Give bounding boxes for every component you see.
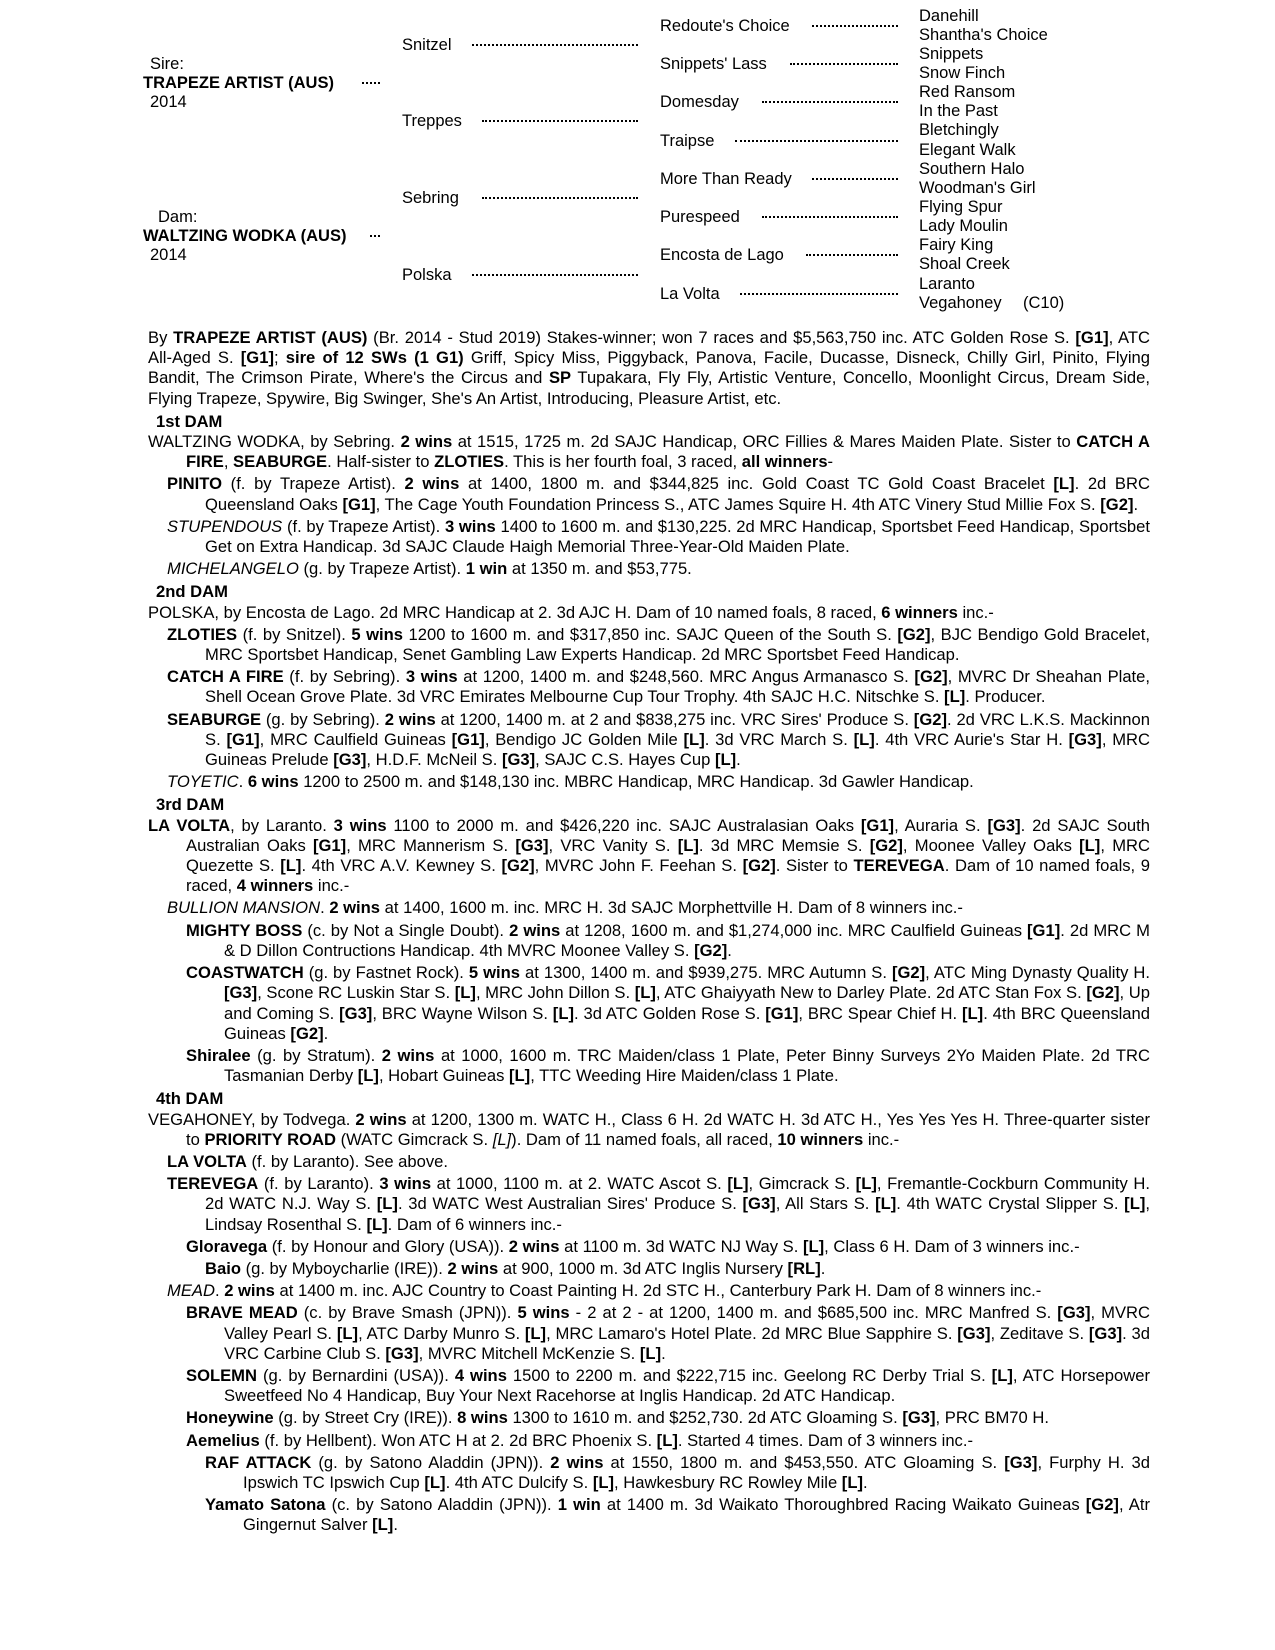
gen4-name: Danehill xyxy=(919,7,979,25)
gen4-name: Fairy King xyxy=(919,236,994,254)
produce-entry: SOLEMN (g. by Bernardini (USA)). 4 wins 1500 to 2200 m. and $222,715 inc. Geelong RC Derby Trial S. [L], ATC Horsepower Sweetfeed No 4 Handicap, Buy Your Next Racehorse at Inglis Handicap. 2d ATC Handicap. xyxy=(186,1365,1150,1406)
dam-name: WALTZING WODKA (AUS) xyxy=(143,227,347,245)
produce-entry: Honeywine (g. by Street Cry (IRE)). 8 wins 1300 to 1610 m. and $252,730. 2d ATC Gloaming S. [G3], PRC BM70 H. xyxy=(186,1408,1049,1428)
dam-paragraph: POLSKA, by Encosta de Lago. 2d MRC Handicap at 2. 3d AJC H. Dam of 10 named foals, 8 raced, 6 winners inc.- xyxy=(148,602,994,622)
produce-entry: PINITO (f. by Trapeze Artist). 2 wins at 1400, 1800 m. and $344,825 inc. Gold Coast TC Gold Coast Bracelet [L]. 2d BRC Queensland Oaks [G1], The Cage Youth Foundation Princess S., ATC James Squire H. 4th ATC Vinery Stud Millie Fox S. [G2]. xyxy=(167,474,1150,514)
produce-entry: RAF ATTACK (g. by Satono Aladdin (JPN)). 2 wins at 1550, 1800 m. and $453,550. ATC Gloaming S. [G3], Furphy H. 3d Ipswich TC Ipswich Cup [L]. 4th ATC Dulcify S. [L], Hawkesbury RC Rowley Mile [L]. xyxy=(205,1452,1150,1492)
dots xyxy=(472,272,638,276)
gen4-name: Lady Moulin xyxy=(919,217,1008,235)
dots xyxy=(812,23,898,27)
dots xyxy=(362,80,380,84)
produce-entry: MICHELANGELO (g. by Trapeze Artist). 1 win at 1350 m. and $53,775. xyxy=(167,559,692,579)
gen3-name: Redoute's Choice xyxy=(660,17,790,35)
produce-entry: CATCH A FIRE (f. by Sebring). 3 wins at 1200, 1400 m. and $248,560. MRC Angus Armanasco S. [G2], MVRC Dr Sheahan Plate, Shell Ocean Grove Plate. 3d VRC Emirates Melbourne Cup Tour Trophy. 4th SAJC H.C. Nitschke S. [L]. Producer. xyxy=(167,667,1151,707)
dots xyxy=(812,176,898,180)
sire-paragraph: By TRAPEZE ARTIST (AUS) (Br. 2014 - Stud 2019) Stakes-winner; won 7 races and $5,563,750 inc. ATC Golden Rose S. [G1], ATC All-Aged S. [G1]; sire of 12 SWs (1 G1) Griff, Spicy Miss, Piggyback, Panova, Facile, Ducasse, Disneck, Chilly Girl, Pinito, Flying Bandit, The Crimson Pirate, Where's the Circus and SP Tupakara, Fly Fly, Artistic Venture, Concello, Moonlight Circus, Dream Side, Flying Trapeze, Spywire, Big Swinger, She's An Artist, Introducing, Pleasure Artist, etc. xyxy=(148,328,1150,408)
produce-entry: MIGHTY BOSS (c. by Not a Single Doubt). 2 wins at 1208, 1600 m. and $1,274,000 inc. MRC Caulfield Guineas [G1]. 2d MRC M & D Dillon Contructions Handicap. 4th MVRC Moonee Valley S. [G2]. xyxy=(186,920,1150,960)
gen4-name: Laranto xyxy=(919,275,975,293)
gen3-name: Domesday xyxy=(660,93,739,111)
family-number: (C10) xyxy=(1023,294,1065,312)
sire-name: TRAPEZE ARTIST (AUS) xyxy=(143,74,334,92)
gen3-name: Snippets' Lass xyxy=(660,55,767,73)
produce-entry: BULLION MANSION. 2 wins at 1400, 1600 m. inc. MRC H. 3d SAJC Morphettville H. Dam of 8 winners inc.- xyxy=(167,898,963,918)
produce-entry: BRAVE MEAD (c. by Brave Smash (JPN)). 5 wins - 2 at 2 - at 1200, 1400 m. and $685,500 inc. MRC Manfred S. [G3], MVRC Valley Pearl S. [L], ATC Darby Munro S. [L], MRC Lamaro's Hotel Plate. 2d MRC Blue Sapphire S. [G3], Zeditave S. [G3]. 3d VRC Carbine Club S. [G3], MVRC Mitchell McKenzie S. [L]. xyxy=(186,1303,1150,1363)
gen2-name: Snitzel xyxy=(402,36,452,54)
produce-entry: LA VOLTA (f. by Laranto). See above. xyxy=(167,1151,448,1171)
section-heading: 4th DAM xyxy=(156,1089,224,1109)
gen4-name: In the Past xyxy=(919,102,998,120)
produce-entry: Yamato Satona (c. by Satono Aladdin (JPN)). 1 win at 1400 m. 3d Waikato Thoroughbred Racing Waikato Guineas [G2], Atr Gingernut Salver [L]. xyxy=(205,1495,1150,1535)
produce-entry: Aemelius (f. by Hellbent). Won ATC H at 2. 2d BRC Phoenix S. [L]. Started 4 times. Dam of 3 winners inc.- xyxy=(186,1430,973,1450)
gen3-name: Purespeed xyxy=(660,208,740,226)
dam-paragraph: VEGAHONEY, by Todvega. 2 wins at 1200, 1300 m. WATC H., Class 6 H. 2d WATC H. 3d ATC H., Yes Yes Yes H. Three-quarter sister to PRIORITY ROAD (WATC Gimcrack S. [L]). Dam of 11 named foals, all raced, 10 winners inc.- xyxy=(148,1109,1150,1149)
section-heading: 1st DAM xyxy=(156,411,223,431)
produce-entry: ZLOTIES (f. by Snitzel). 5 wins 1200 to 1600 m. and $317,850 inc. SAJC Queen of the South S. [G2], BJC Bendigo Gold Bracelet, MRC Sportsbet Handicap, Senet Gambling Law Experts Handicap. 2d MRC Sportsbet Feed Handicap. xyxy=(167,624,1150,665)
produce-entry: MEAD. 2 wins at 1400 m. inc. AJC Country to Coast Painting H. 2d STC H., Canterbury Park H. Dam of 8 winners inc.- xyxy=(167,1281,1042,1301)
gen4-name: Red Ransom xyxy=(919,83,1016,101)
dots xyxy=(806,252,898,256)
dots xyxy=(370,233,380,237)
gen2-name: Treppes xyxy=(402,112,462,130)
gen2-name: Polska xyxy=(402,266,452,284)
produce-entry: Baio (g. by Myboycharlie (IRE)). 2 wins at 900, 1000 m. 3d ATC Inglis Nursery [RL]. xyxy=(205,1258,826,1278)
gen3-name: More Than Ready xyxy=(660,170,792,188)
gen3-name: Traipse xyxy=(660,132,715,150)
produce-entry: STUPENDOUS (f. by Trapeze Artist). 3 wins 1400 to 1600 m. and $130,225. 2d MRC Handicap, Sportsbet Feed Handicap, Sportsbet Get on Extra Handicap. 3d SAJC Claude Haigh Memorial Three-Year-Old Maiden Plate. xyxy=(167,516,1150,557)
gen4-name: Woodman's Girl xyxy=(919,179,1036,197)
produce-entry: TEREVEGA (f. by Laranto). 3 wins at 1000, 1100 m. at 2. WATC Ascot S. [L], Gimcrack S. [L], Fremantle-Cockburn Community H. 2d WATC N.J. Way S. [L]. 3d WATC West Australian Sires' Produce S. [G3], All Stars S. [L]. 4th WATC Crystal Slipper S. [L], Lindsay Rosenthal S. [L]. Dam of 6 winners inc.- xyxy=(167,1174,1150,1234)
dots xyxy=(740,291,898,295)
gen4-name: Vegahoney xyxy=(919,294,1002,312)
pedigree-chart xyxy=(0,0,1275,330)
dam-year: 2014 xyxy=(150,246,187,264)
dots xyxy=(762,214,898,218)
dots xyxy=(482,118,638,122)
produce-entry: COASTWATCH (g. by Fastnet Rock). 5 wins at 1300, 1400 m. and $939,275. MRC Autumn S. [G2], ATC Ming Dynasty Quality H. [G3], Scone RC Luskin Star S. [L], MRC John Dillon S. [L], ATC Ghaiyyath New to Darley Plate. 2d ATC Stan Fox S. [G2], Up and Coming S. [G3], BRC Wayne Wilson S. [L]. 3d ATC Golden Rose S. [G1], BRC Spear Chief H. [L]. 4th BRC Queensland Guineas [G2]. xyxy=(186,963,1150,1043)
gen4-name: Shantha's Choice xyxy=(919,26,1048,44)
gen4-name: Elegant Walk xyxy=(919,141,1016,159)
produce-entry: Shiralee (g. by Stratum). 2 wins at 1000, 1600 m. TRC Maiden/class 1 Plate, Peter Binny Surveys 2Yo Maiden Plate. 2d TRC Tasmanian Derby [L], Hobart Guineas [L], TTC Weeding Hire Maiden/class 1 Plate. xyxy=(186,1045,1150,1086)
sire-year: 2014 xyxy=(150,93,187,111)
gen3-name: Encosta de Lago xyxy=(660,246,784,264)
dots xyxy=(790,61,898,65)
produce-entry: TOYETIC. 6 wins 1200 to 2500 m. and $148,130 inc. MBRC Handicap, MRC Handicap. 3d Gawler Handicap. xyxy=(167,772,974,792)
dots xyxy=(482,195,638,199)
gen4-name: Snippets xyxy=(919,45,984,63)
dam-paragraph: LA VOLTA, by Laranto. 3 wins 1100 to 2000 m. and $426,220 inc. SAJC Australasian Oaks [G1], Auraria S. [G3]. 2d SAJC South Australian Oaks [G1], MRC Mannerism S. [G3], VRC Vanity S. [L]. 3d MRC Memsie S. [G2], Moonee Valley Oaks [L], MRC Quezette S. [L]. 4th VRC A.V. Kewney S. [G2], MVRC John F. Feehan S. [G2]. Sister to TEREVEGA. Dam of 10 named foals, 9 raced, 4 winners inc.- xyxy=(148,815,1150,896)
dam-paragraph: WALTZING WODKA, by Sebring. 2 wins at 1515, 1725 m. 2d SAJC Handicap, ORC Fillies & Mares Maiden Plate. Sister to CATCH A FIRE, SEABURGE. Half-sister to ZLOTIES. This is her fourth foal, 3 raced, all winners- xyxy=(148,432,1150,472)
dots xyxy=(472,42,638,46)
produce-entry: Gloravega (f. by Honour and Glory (USA)). 2 wins at 1100 m. 3d WATC NJ Way S. [L], Class 6 H. Dam of 3 winners inc.- xyxy=(186,1236,1080,1256)
gen4-name: Southern Halo xyxy=(919,160,1025,178)
produce-entry: SEABURGE (g. by Sebring). 2 wins at 1200, 1400 m. at 2 and $838,275 inc. VRC Sires' Produce S. [G2]. 2d VRC L.K.S. Mackinnon S. [G1], MRC Caulfield Guineas [G1], Bendigo JC Golden Mile [L]. 3d VRC March S. [L]. 4th VRC Aurie's Star H. [G3], MRC Guineas Prelude [G3], H.D.F. McNeil S. [G3], SAJC C.S. Hayes Cup [L]. xyxy=(167,709,1151,770)
sire-label: Sire: xyxy=(150,55,184,73)
gen4-name: Bletchingly xyxy=(919,121,999,139)
gen4-name: Shoal Creek xyxy=(919,255,1010,273)
dots xyxy=(762,99,898,103)
catalogue-text xyxy=(148,328,1150,1538)
gen4-name: Snow Finch xyxy=(919,64,1006,82)
dam-label: Dam: xyxy=(158,208,198,226)
dots xyxy=(735,138,898,142)
gen2-name: Sebring xyxy=(402,189,459,207)
gen3-name: La Volta xyxy=(660,285,720,303)
section-heading: 2nd DAM xyxy=(156,582,228,602)
gen4-name: Flying Spur xyxy=(919,198,1003,216)
section-heading: 3rd DAM xyxy=(156,795,225,815)
